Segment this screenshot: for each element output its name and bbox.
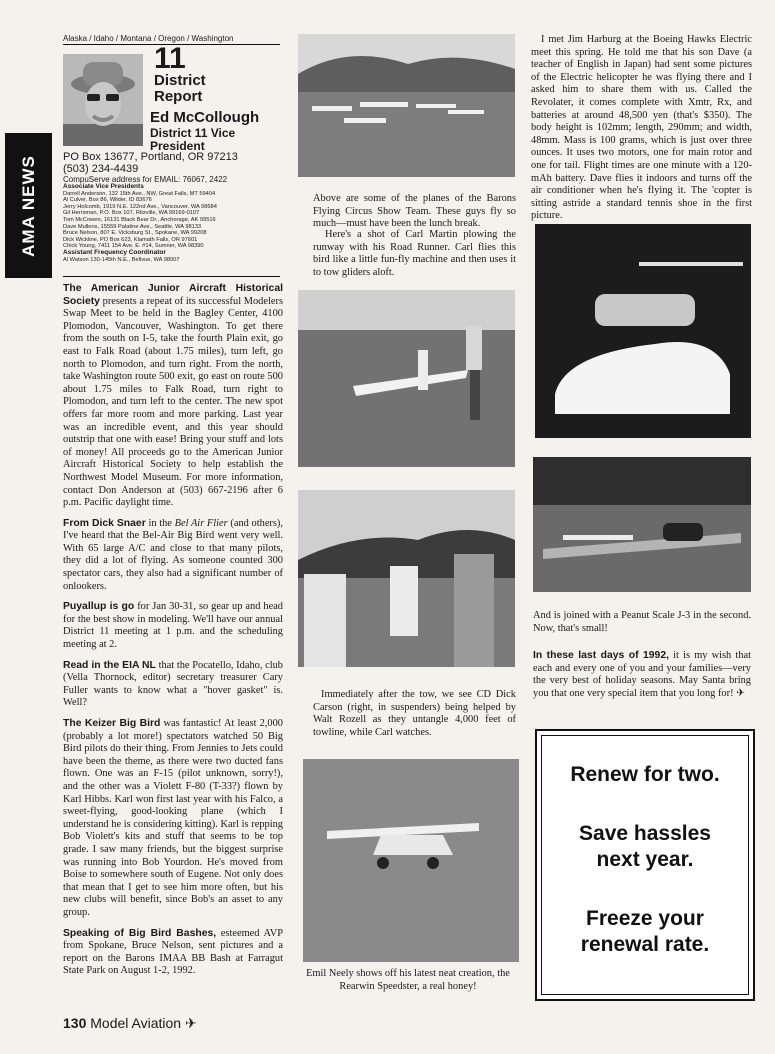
associate-vp: Jerry Holcomb, 1919 N.E. 122nd Ave., Vancouver, WA 98684 [63,203,217,210]
ad-line-2: Save hassles [579,822,711,845]
ad-line-4: Freeze your [586,907,704,930]
role-line-1: District 11 Vice [150,126,236,140]
associate-vp: Darrell Anderson, 132 15th Ave., NW, Great Falls, MT 59404 [63,190,216,197]
caption-j3: And is joined with a Peanut Scale J-3 in the second. Now, that's small! [533,610,751,634]
photo-rearwin [303,759,519,962]
paragraph-helicopter: I met Jim Harburg at the Boeing Hawks Electric meet this spring. He told me that his son Dave (a teacher of English in Japan) had sent some pictures of the Electric helicopter he was flying there and I asked him to share them with us. Called the Revolater, it comes complete with Xmtr, Rx, and batteries at around 48,500 yen (that's $350). The body height is 102mm; length, 290mm; and width, 48mm. Mass is 100 grams, which is just over three ounces. It uses two motors, one for main rotor and one for tail. Flight times are one minute with a 120-mAh battery. Dave flies it indoors and turns off the air conditioner when he's flying it. The 'copter is sitting astride a standard tennis shoe in the first picture. [531,34,752,222]
author-portrait [63,54,143,146]
district-number: 11 [154,42,186,75]
report-word: Report [154,88,203,105]
author-name: Ed McCollough [150,109,260,126]
freq-coordinator: Al Watson 130-145th N.E., Bellvue, WA 98007 [63,256,180,263]
associate-vp: Chick Young, 7411 154 Ave. E. #14, Sumner, WA 98390 [63,243,204,250]
paragraph-puyallup: Puyallup is go for Jan 30-31, so gear up and head for the best show in modeling. We'll have our annual District 11 meeting at 1 p.m. and the scheduling meeting at 2. [63,601,284,651]
associate-vp: Dave Mullens, 15559 Palatine Ave., Seattle, WA 98133 [63,223,202,230]
associate-vp: Al Culver, Box 86, Wilder, ID 83676 [63,197,152,204]
photo-barons-planes [298,34,515,177]
photo-helicopter-shoe [535,224,751,438]
associate-vps-title: Associate Vice Presidents [63,183,144,190]
header-bottom-rule [63,276,280,277]
author-role [150,127,235,153]
associate-vp: Gil Herrsman, P.O. Box 107, Ritzville, WA 99169-0107 [63,210,200,217]
caption-rearwin: Emil Neely shows off his latest neat creation, the Rearwin Speedster, a real honey! [306,968,510,992]
paragraph-closing: In these last days of 1992, it is my wish that each and every one of you and your families—very the very best of holiday seasons. May Santa bring you that one very special item that you long for! ✈ [533,650,751,699]
ad-line-1: Renew for two. [570,763,720,786]
ad-line-5: renewal rate. [580,933,710,956]
photo-carl-martin [298,290,515,467]
renewal-ad [535,729,755,1001]
end-plane-icon: ✈ [736,687,745,699]
renewal-ad-inner-border [541,735,749,995]
section-tab-label: AMA NEWS [18,154,38,257]
phone: (503) 234-4439 [63,163,139,175]
district-title [154,73,206,105]
freq-coordinator-title: Assistant Frequency Coordinator [63,248,166,256]
associate-vp: Bruce Nelson, 807 E. Vicksburg St., Spokane, WA 99208 [63,230,207,237]
associate-vps [63,184,217,263]
caption-towline: Immediately after the tow, we see CD Dick Carson (right, in suspenders) being helped by Walt Rozell as they untangle 4,000 feet of towline, while Carl watches. [313,689,516,738]
role-line-2: President [150,139,205,153]
footer-plane-icon: ✈ [184,1015,197,1031]
paragraph-ajahs: The American Junior Aircraft Historical Society presents a repeat of its successful Modelers Swap Meet to be held in the Bagley Center, 4100 Plomodon, Vancouver, Washington. To get there from the south on I-5, take the fourth Plain exit, go east to Falk Road (about 1.75 miles), turn left, go north to Plomodon, and turn right. From the north, take Washington route 500 exit, go east on route 500 about 1.75 miles to Falk Road, turn right to Plomodon, and turn left to the center. The new spot offers far more room and more parking. Last year was an incredible event, and this year should outstrip that one with ease! Bring your stuff and lots of money! All proceeds go to the American Junior Aircraft Historical Society to help establish the Northwest Model Museum. For more information, contact Don Anderson at (503) 667-2196 after 6 p.m. Pacific daylight time. [63,283,283,509]
email: CompuServe address for EMAIL: 76067, 2422 [63,175,228,184]
footer [63,1015,197,1032]
paragraph-bashes: Speaking of Big Bird Bashes, esteemed AVP from Spokane, Bruce Nelson, sent pictures and a report on the Barons IMAA BB Bash at Farragut State Park on August 1-2, 1992. [63,927,283,977]
caption-barons: Above are some of the planes of the Barons Flying Circus Show Team. These guys fly so much—must have been the lunch break. [313,193,516,230]
region-states: Alaska / Idaho / Montana / Oregon / Washington [63,34,234,43]
paragraph-bel-air: From Dick Snaer in the Bel Air Flier (and others), I've heard that the Bel-Air Big Bird went very well. With 65 large A/C and close to that many pilots, they did a lot of flying. As someone counted 300 spectator cars, they also had a significant number of onlookers. [63,517,283,592]
column-1 [63,283,283,986]
magazine-name: Model Aviation [90,1015,182,1031]
paragraph-keizer: The Keizer Big Bird was fantastic! At least 2,000 (probably a lot more!) spectators watched 50 Big Bird pilots do their thing. From Jennies to Jets could have been the theme, as there were two ducted fans flown. One was an F-15 (pilot unknown, sorry!), and the other was a Violett F-80 (T-33?) flown by Karl Hibbs. Karl won first last year with his Falco, a sweet-flying, good-looking plane (which I understand he is considering kitting). Karl is repping Bob Violett's kits and stuff that seems to be top grade. I saw many friends, but the biggest surprise was running into Bob Yourdon. He's moved from Boise to somewhere south of Eugene. Not only does that mean that I get to see him more often, but his new clubs will benefit, since Bob's an asset to any group. [63,718,283,918]
page-number: 130 [63,1015,87,1031]
section-tab [5,133,52,278]
associate-vp: Dick Wickline, PO Box 623, Klamath Falls, OR 97601 [63,236,198,243]
caption-carl-martin: Here's a shot of Carl Martin plowing the runway with his Road Runner. Carl flies this bird like a little fun-fly machine and then uses it to tow gliders aloft. [313,229,516,278]
associate-vp: Tom McCowen, 16131 Black Bear Dr., Anchorage, AK 99516 [63,216,216,223]
district-word: District [154,72,206,89]
photo-towline [298,490,515,667]
ad-line-3: next year. [596,848,694,871]
photo-helicopter-j3 [533,457,751,592]
address: PO Box 13677, Portland, OR 97213 [63,151,238,163]
paragraph-eia: Read in the EIA NL that the Pocatello, Idaho, club (Vella Thornock, editor) secretary treasurer Cary Fuller wants to know what a "hover gasket" is. Well? [63,659,284,709]
